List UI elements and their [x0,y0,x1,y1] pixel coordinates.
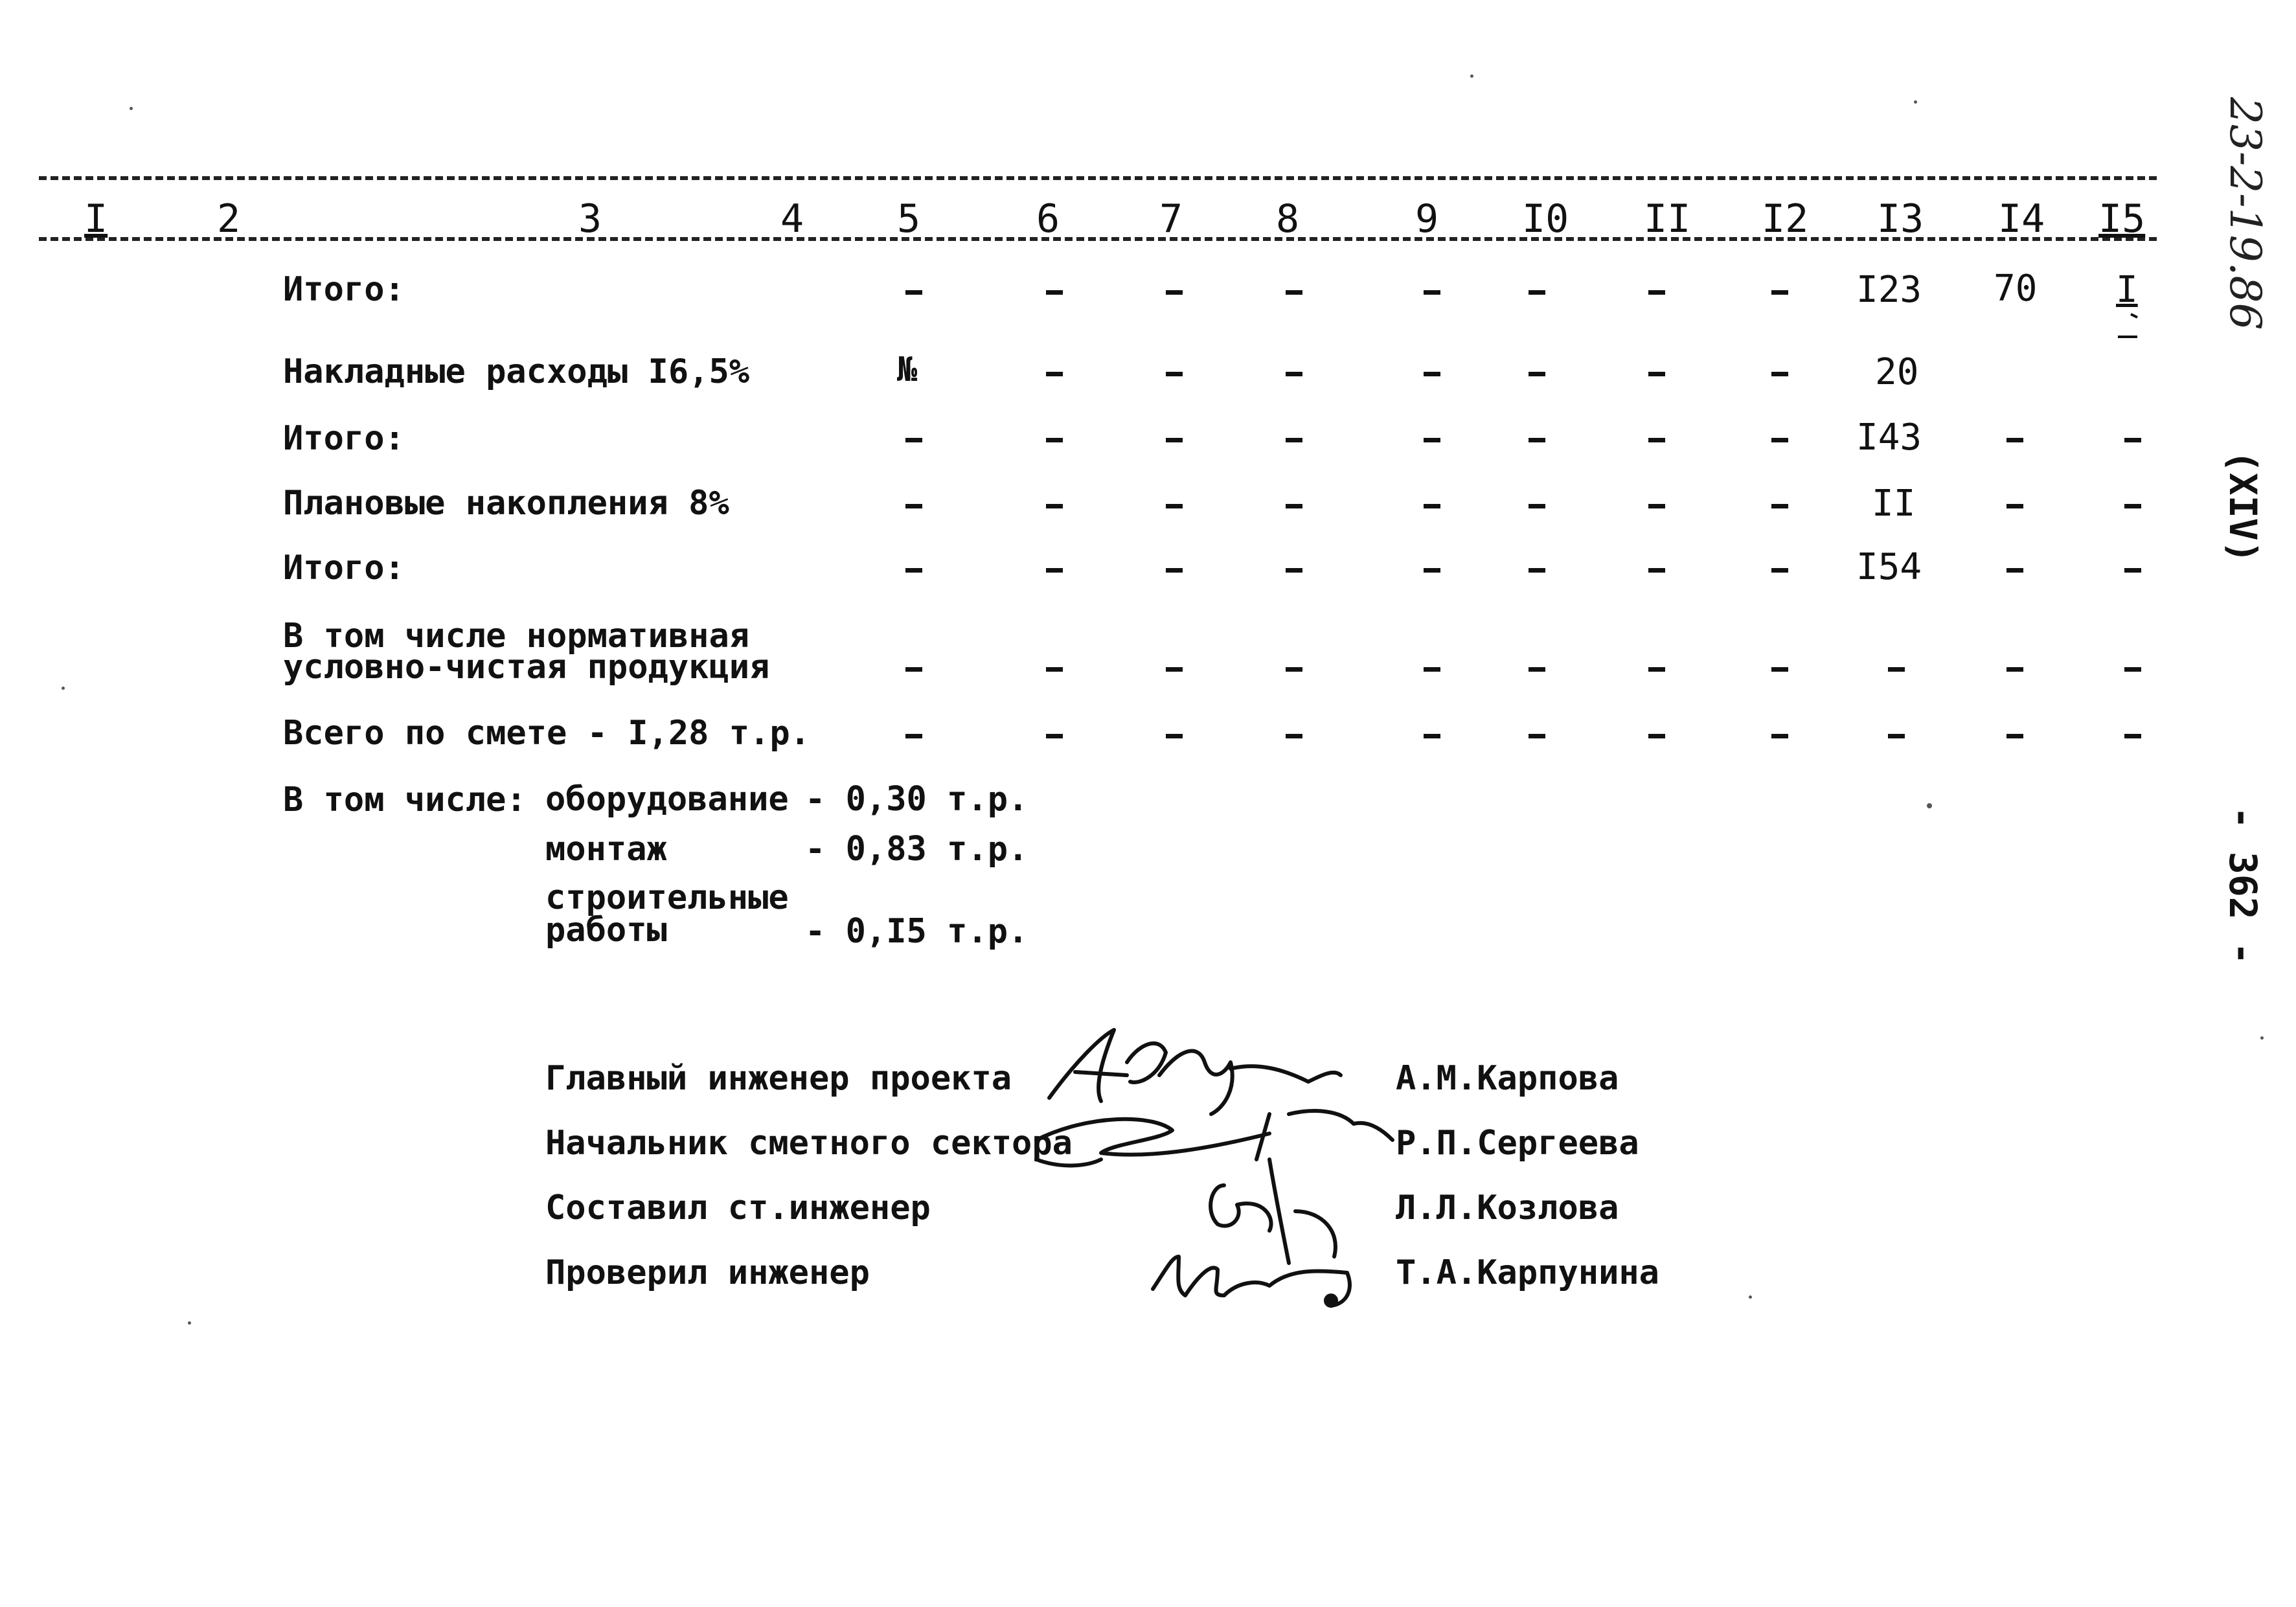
speck [62,687,65,690]
empty-cell-dash [1648,290,1665,295]
empty-cell-dash [1424,438,1440,442]
empty-cell-dash [2124,568,2141,573]
cell-c13-total-3: I54 [1856,546,1922,588]
row-label-normative: В том числе нормативная [283,617,750,655]
empty-cell-dash [1771,290,1788,295]
empty-cell-dash [1424,568,1440,573]
empty-cell-dash [1046,568,1063,573]
column-number-5: 5 [897,196,921,242]
empty-cell-dash [2124,438,2141,442]
breakdown-prefix: В том числе: [283,781,527,819]
empty-cell-dash [1529,568,1545,573]
empty-cell-dash [1286,504,1302,508]
margin-page-number: - 362 - [2221,806,2265,965]
header-top-rule [39,176,2157,180]
empty-cell-dash [1286,667,1302,672]
empty-cell-dash [1529,290,1545,295]
signature-name-chief-engineer: А.М.Карпова [1396,1059,1619,1098]
column-number-3: 3 [578,196,602,242]
empty-cell-dash [1166,372,1183,376]
empty-cell-dash [1046,504,1063,508]
header-bottom-rule [39,237,2157,241]
speck [1470,74,1473,78]
column-number-14: I4 [1998,196,2045,242]
speck [1927,803,1932,808]
empty-cell-dash [1529,667,1545,672]
empty-cell-dash [2006,504,2023,508]
empty-cell-dash [1529,504,1545,508]
signature-name-checker: Т.А.Карпунина [1396,1253,1659,1292]
empty-cell-dash [1286,372,1302,376]
column-number-2: 2 [217,196,241,242]
row-label-normative-2: условно-чистая продукция [283,648,770,687]
signature-scribble-4 [1153,1257,1350,1305]
empty-cell-dash [1046,372,1063,376]
margin-section-label: (XIV) [2221,450,2265,564]
speck [130,107,133,110]
cell-c13-overhead: 20 [1875,351,1919,393]
column-number-6: 6 [1036,196,1060,242]
empty-cell-dash [2124,504,2141,508]
signature-role-chief-engineer: Главный инженер проекта [545,1059,1012,1098]
empty-cell-dash [1888,667,1905,672]
cell-c14-total-1: 70 [1994,268,2038,310]
empty-cell-dash [1286,438,1302,442]
empty-cell-dash [2006,667,2023,672]
empty-cell-dash [2124,734,2141,738]
column-number-12: I2 [1762,196,1809,242]
cell-c5-overhead: № [897,350,918,389]
empty-cell-dash [1771,667,1788,672]
signature-role-compiler: Составил ст.инженер [545,1189,931,1227]
empty-cell-dash [1771,438,1788,442]
empty-cell-dash [2124,667,2141,672]
breakdown-construction-name: строительные [545,878,789,917]
column-number-11: II [1644,196,1691,242]
empty-cell-dash [1046,734,1063,738]
empty-cell-dash [2006,568,2023,573]
empty-cell-dash [1648,667,1665,672]
empty-cell-dash [1771,372,1788,376]
column-number-4: 4 [780,196,804,242]
speck [1749,1295,1752,1299]
signature-role-sector-head: Начальник сметного сектора [545,1124,1073,1163]
cell-c15-total-1: I [2116,269,2138,311]
empty-cell-dash [1648,438,1665,442]
empty-cell-dash [1286,734,1302,738]
empty-cell-dash [905,667,922,672]
empty-cell-dash [1046,667,1063,672]
signature-scribble-1 [1049,1030,1341,1114]
signature-role-checker: Проверил инженер [545,1253,870,1292]
column-number-10: I0 [1522,196,1569,242]
empty-cell-dash [1166,438,1183,442]
margin-document-code: 23-2-19.86 [2220,97,2270,330]
row-label-total-2: Итого: [283,419,405,458]
row-label-total-3: Итого: [283,549,405,587]
column-number-1: I [84,196,108,242]
row-label-estimate-total: Всего по смете - I,28 т.р. [283,714,810,753]
empty-cell-dash [1529,438,1545,442]
empty-cell-dash [1648,734,1665,738]
empty-cell-dash [1771,504,1788,508]
speck [1914,100,1917,104]
breakdown-construction-name-2: работы [545,911,667,950]
cell-c13-total-2: I43 [1856,416,1922,459]
empty-cell-dash [1046,438,1063,442]
empty-cell-dash [1424,734,1440,738]
column-number-13: I3 [1877,196,1924,242]
empty-cell-dash [905,504,922,508]
empty-cell-dash [1648,568,1665,573]
empty-cell-dash [2006,438,2023,442]
empty-cell-dash [1286,290,1302,295]
row-label-total-1: Итого: [283,270,405,309]
empty-cell-dash [1771,568,1788,573]
empty-cell-dash [1529,372,1545,376]
column-number-15: I5 [2098,196,2146,242]
breakdown-install-value: - 0,83 т.р. [805,830,1029,869]
column-number-8: 8 [1276,196,1300,242]
row-label-planned-savings: Плановые накопления 8% [283,484,729,523]
breakdown-install-name: монтаж [545,830,667,869]
empty-cell-dash [2006,734,2023,738]
cell-c13-total-1: I23 [1856,269,1922,311]
empty-cell-dash [1166,667,1183,672]
empty-cell-dash [1424,504,1440,508]
empty-cell-dash [1424,372,1440,376]
empty-cell-dash [1166,734,1183,738]
empty-cell-dash [1648,504,1665,508]
empty-cell-dash [1648,372,1665,376]
breakdown-equipment-name: оборудование [545,780,789,819]
empty-cell-dash [1424,667,1440,672]
empty-cell-dash [905,568,922,573]
empty-cell-dash [1424,290,1440,295]
signature-name-sector-head: Р.П.Сергеева [1396,1124,1639,1163]
cell-c13-planned: II [1872,483,1916,525]
empty-cell-dash [1046,290,1063,295]
empty-cell-dash [905,290,922,295]
speck [188,1321,191,1325]
empty-cell-dash [1166,504,1183,508]
column-number-9: 9 [1415,196,1439,242]
speck [2260,1036,2264,1040]
empty-cell-dash [1166,290,1183,295]
empty-cell-dash [905,734,922,738]
empty-cell-dash [1771,734,1788,738]
empty-cell-dash [1286,568,1302,573]
signature-name-compiler: Л.Л.Козлова [1396,1189,1619,1227]
breakdown-equipment-value: - 0,30 т.р. [805,780,1029,819]
signature-scribble-2 [1036,1111,1392,1165]
row-label-overhead: Накладные расходы I6,5% [283,352,750,391]
empty-cell-dash [1888,734,1905,738]
empty-cell-dash [905,438,922,442]
column-number-7: 7 [1159,196,1183,242]
signature-scribble-3 [1211,1159,1336,1263]
breakdown-construction-value: - 0,I5 т.р. [805,912,1029,951]
empty-cell-dash [1529,734,1545,738]
empty-cell-dash [1166,568,1183,573]
